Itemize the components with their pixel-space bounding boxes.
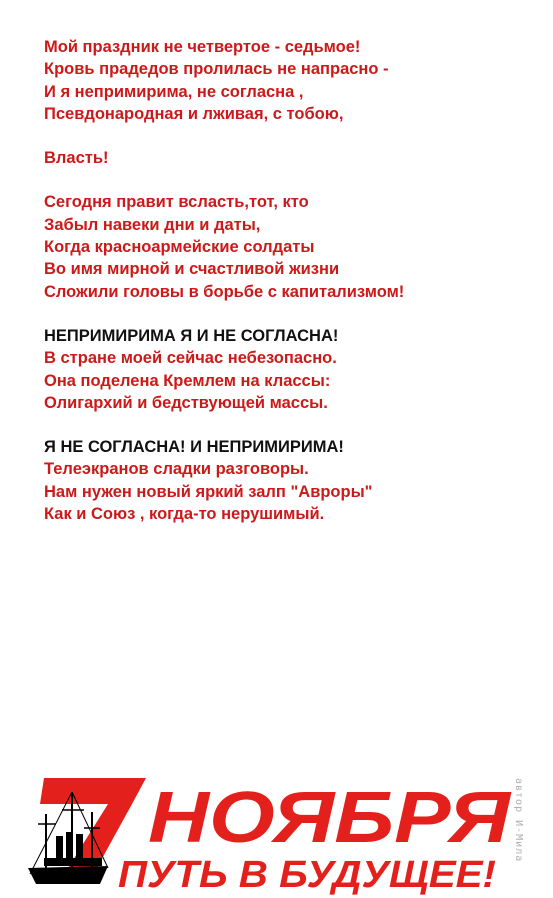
author-watermark-text: автор И-Мила <box>513 778 524 863</box>
poem-stanza-1 <box>44 36 539 125</box>
poem-stanza-2 <box>44 147 539 169</box>
poem-line: Сегодня правит всласть,тот, кто <box>44 193 309 212</box>
poem-line: Сложили головы в борьбе с капитализмом! <box>44 282 405 301</box>
poem <box>44 36 539 547</box>
poem-line: Власть! <box>44 149 109 168</box>
banner-month-text: НОЯБРЯ <box>148 778 512 858</box>
poem-stanza-5 <box>44 436 539 525</box>
author-watermark <box>514 778 534 886</box>
poem-line: Как и Союз , когда-то нерушимый. <box>44 505 325 524</box>
poem-line: Олигархий и бедствующей массы. <box>44 393 328 412</box>
poem-heading: НЕПРИМИРИМА Я И НЕ СОГЛАСНА! <box>44 326 339 345</box>
poem-line: Когда красноармейские солдаты <box>44 238 315 257</box>
banner-slogan-text: ПУТЬ В БУДУЩЕЕ! <box>118 854 496 896</box>
poem-line: Псевдонародная и лживая, с тобою, <box>44 104 344 123</box>
poem-line: Телеэкранов сладки разговоры. <box>44 460 309 479</box>
poem-stanza-3 <box>44 191 539 302</box>
poem-heading: Я НЕ СОГЛАСНА! И НЕПРИМИРИМА! <box>44 438 344 457</box>
poem-line: И я непримирима, не согласна , <box>44 82 304 101</box>
poem-stanza-4 <box>44 325 539 414</box>
poem-line: Нам нужен новый яркий залп "Авроры" <box>44 482 373 501</box>
poem-line: В стране моей сейчас небезопасно. <box>44 349 337 368</box>
november-banner <box>0 762 553 898</box>
poem-line: Кровь прадедов пролилась не напрасно - <box>44 60 389 79</box>
poem-line: Во имя мирной и счастливой жизни <box>44 260 340 279</box>
poem-line: Мой праздник не четвертое - седьмое! <box>44 38 361 56</box>
poem-line: Забыл навеки дни и даты, <box>44 215 261 234</box>
poem-line: Она поделена Кремлем на классы: <box>44 371 331 390</box>
